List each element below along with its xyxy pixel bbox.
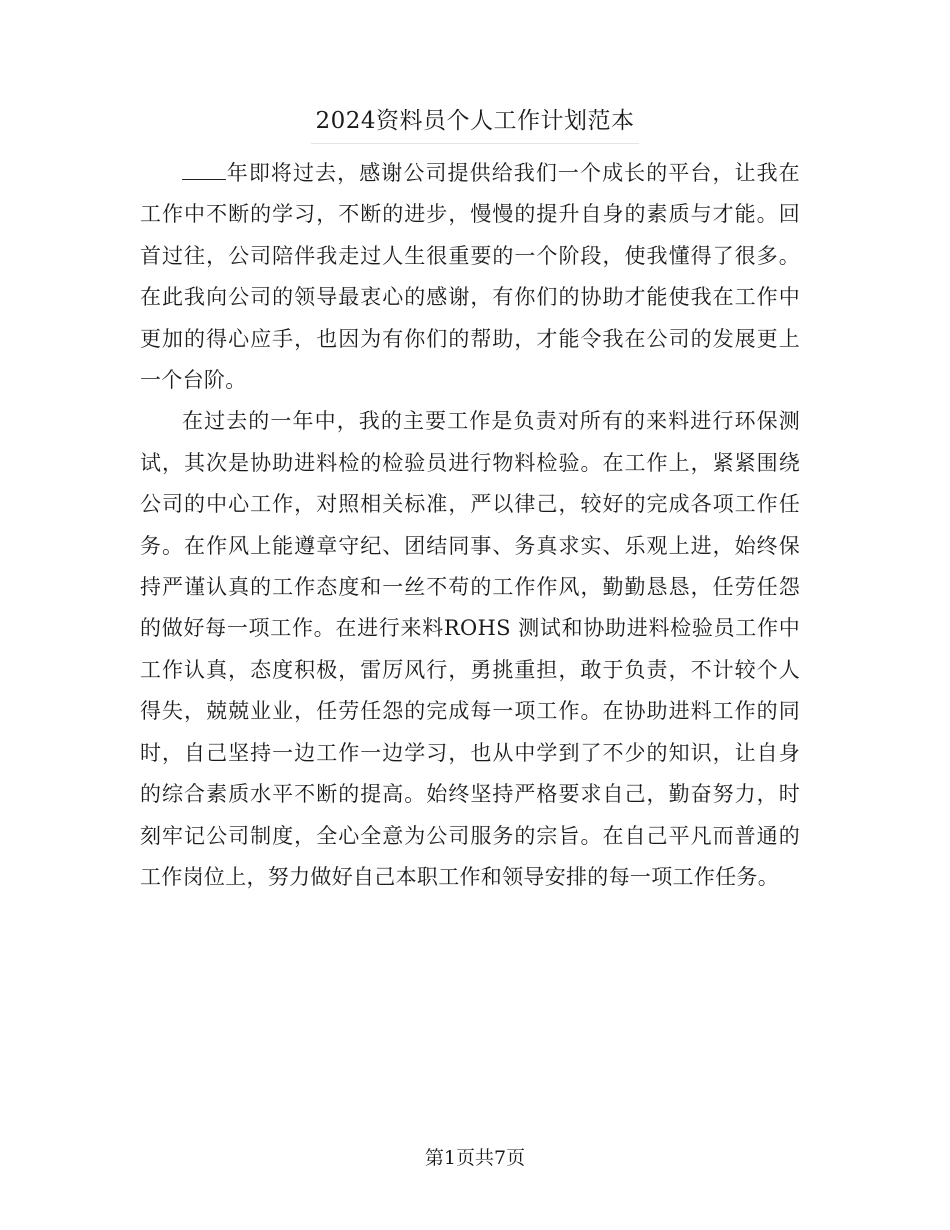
document-title: 2024资料员个人工作计划范本 [311,98,638,144]
title-container [0,98,950,144]
paragraph-1-text: 年即将过去，感谢公司提供给我们一个成长的平台，让我在工作中不断的学习，不断的进步，慢慢的提升自身的素质与才能。回首过往，公司陪伴我走过人生很重要的一个阶段，使我懂得了很多。在此我向公司的领导最衷心的感谢，有你们的协助才能使我在工作中更加的得心应手，也因为有你们的帮助，才能令我在公司的发展更上一个台阶。 [140,161,800,393]
fill-in-blank [182,159,226,180]
page-number-footer: 第1页共7页 [424,1147,526,1169]
paragraph-2: 在过去的一年中，我的主要工作是负责对所有的来料进行环保测试，其次是协助进料检的检验员进行物料检验。在工作上，紧紧围绕公司的中心工作，对照相关标准，严以律己，较好的完成各项工作任务。在作风上能遵章守纪、团结同事、务真求实、乐观上进，始终保持严谨认真的工作态度和一丝不苟的工作作风，勤勤恳恳，任劳任怨的做好每一项工作。在进行来料ROHS 测试和协助进料检验员工作中工作认真，态度积极，雷厉风行，勇挑重担，敢于负责，不计较个人得失，兢兢业业，任劳任怨的完成每一项工作。在协助进料工作的同时，自己坚持一边工作一边学习，也从中学到了不少的知识，让自身的综合素质水平不断的提高。始终坚持严格要求自己，勤奋努力，时刻牢记公司制度，全心全意为公司服务的宗旨。在自己平凡而普通的工作岗位上，努力做好自己本职工作和领导安排的每一项工作任务。 [140,409,800,889]
document-body [140,153,800,898]
paragraph-1 [140,153,800,401]
